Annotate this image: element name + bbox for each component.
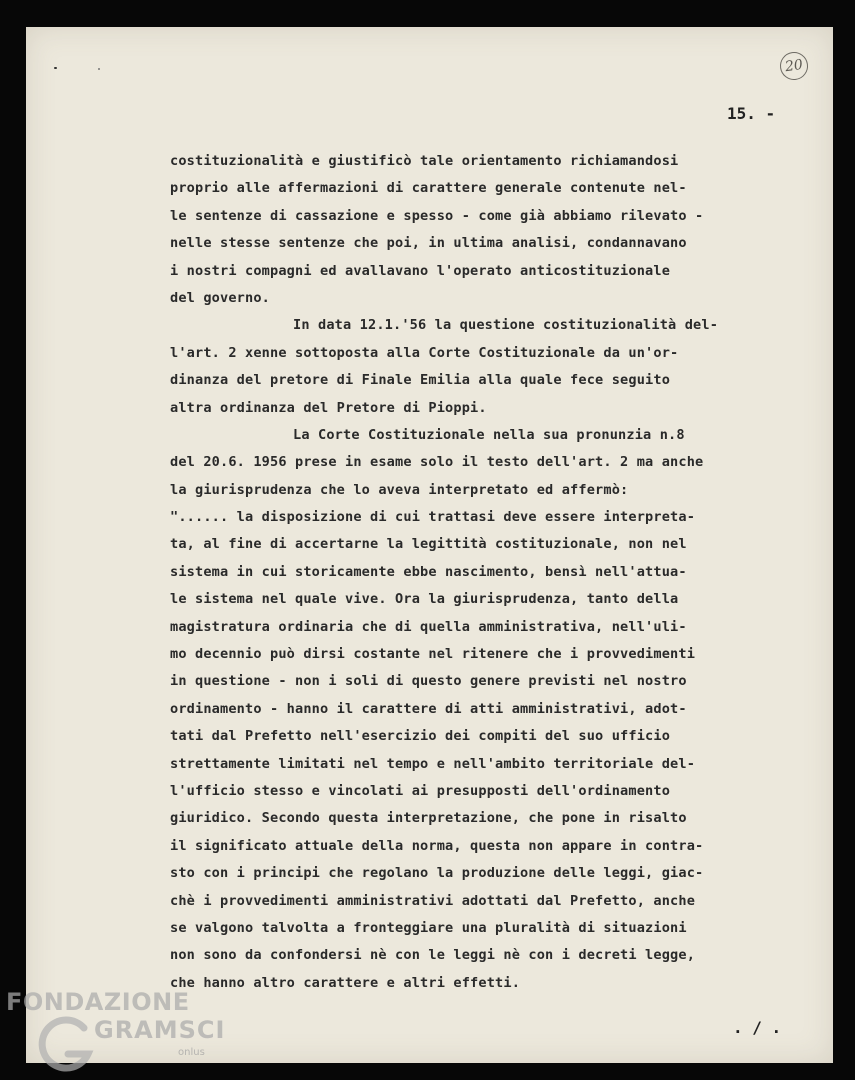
quote-line: sistema in cui storicamente ebbe nascimento, bensì nell'attua- [170, 563, 687, 580]
paper-speck [54, 67, 57, 69]
paragraph-start-line: In data 12.1.'56 la questione costituzionalità del- [293, 317, 719, 334]
text-line: del governo. [170, 289, 271, 306]
quote-line: "...... la disposizione di cui trattasi deve essere interpreta- [170, 509, 696, 526]
watermark-line-3: onlus [178, 1047, 205, 1058]
paper-speck [98, 68, 100, 70]
quote-line: l'ufficio stesso e vincolati ai presupposti dell'ordinamento [170, 782, 671, 799]
text-line: costituzionalità e giustificò tale orientamento richiamandosi [170, 153, 679, 169]
text-line: altra ordinanza del Pretore di Pioppi. [170, 399, 487, 416]
fondazione-gramsci-watermark [6, 988, 226, 1080]
quote-line: strettamente limitati nel tempo e nell'ambito territoriale del- [170, 755, 696, 772]
text-line: proprio alle affermazioni di carattere generale contenute nel- [170, 180, 687, 197]
quote-line: magistratura ordinaria che di quella amministrativa, nell'uli- [170, 618, 687, 635]
quote-line: giuridico. Secondo questa interpretazione, che pone in risalto [170, 810, 687, 827]
quote-line: in questione - non i soli di questo genere previsti nel nostro [170, 673, 687, 690]
quote-line: chè i provvedimenti amministrativi adottati dal Prefetto, anche [170, 892, 696, 909]
watermark-line-1: FONDAZIONE [6, 988, 190, 1016]
page-number: 15. - [727, 104, 776, 123]
quote-line: non sono da confondersi nè con le leggi nè con i decreti legge, [170, 947, 696, 964]
watermark-line-2: GRAMSCI [94, 1016, 226, 1044]
quote-line: ordinamento - hanno il carattere di atti amministrativi, adot- [170, 700, 687, 717]
quote-line: che hanno altro carattere e altri effetti. [170, 974, 521, 991]
quote-line: mo decennio può dirsi costante nel ritenere che i provvedimenti [170, 646, 696, 663]
text-line: l'art. 2 xenne sottoposta alla Corte Costituzionale da un'or- [170, 344, 679, 361]
typewritten-text [170, 148, 816, 997]
text-line: nelle stesse sentenze che poi, in ultima analisi, condannavano [170, 235, 687, 252]
text-line: la giurisprudenza che lo aveva interpretato ed affermò: [170, 481, 629, 498]
gramsci-logo-icon [34, 1014, 96, 1076]
quote-line: sto con i principi che regolano la produzione delle leggi, giac- [170, 865, 704, 882]
text-line: del 20.6. 1956 prese in esame solo il testo dell'art. 2 ma anche [170, 454, 704, 471]
text-line: dinanza del pretore di Finale Emilia alla quale fece seguito [170, 372, 671, 389]
quote-line: tati dal Prefetto nell'esercizio dei compiti del suo ufficio [170, 728, 671, 745]
quote-line: ta, al fine di accertarne la legittità costituzionale, non nel [170, 536, 687, 553]
text-line: le sentenze di cassazione e spesso - come già abbiamo rilevato - [170, 207, 704, 224]
quote-line: le sistema nel quale vive. Ora la giurisprudenza, tanto della [170, 591, 679, 608]
continuation-mark: . / . [733, 1018, 782, 1037]
quote-line: il significato attuale della norma, questa non appare in contra- [170, 837, 704, 854]
paragraph-start-line: La Corte Costituzionale nella sua pronunzia n.8 [293, 426, 685, 443]
text-line: i nostri compagni ed avallavano l'operato anticostituzionale [170, 262, 671, 279]
archive-page-stamp: 20 [778, 50, 810, 82]
quote-line: se valgono talvolta a fronteggiare una pluralità di situazioni [170, 919, 687, 936]
